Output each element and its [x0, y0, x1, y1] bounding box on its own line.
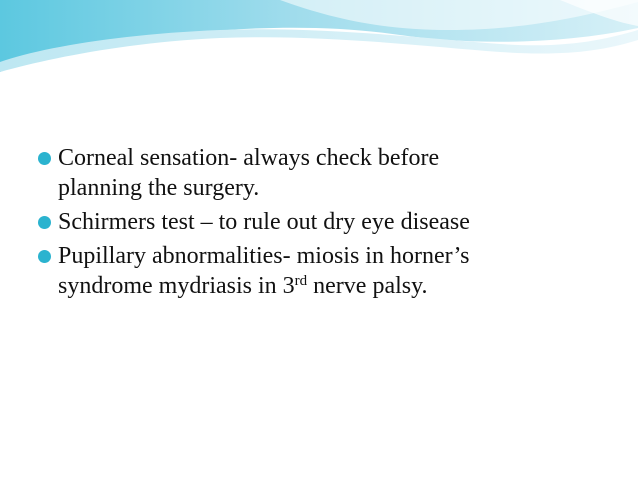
bullet-text-line: Corneal sensation- always check before	[58, 145, 440, 171]
bullet-dot-icon	[38, 152, 51, 165]
bullet-dot-icon	[38, 250, 51, 263]
bullet-text-line: syndrome mydriasis in 3	[58, 273, 295, 299]
bullet-text-line: planning the surgery.	[58, 175, 260, 201]
superscript-text: rd	[294, 273, 308, 289]
bullet-item-corneal-sensation	[38, 143, 608, 203]
bullet-list	[38, 143, 608, 305]
bullet-text-line: Pupillary abnormalities- miosis in horner’s	[58, 243, 470, 269]
bullet-item-schirmers-test	[38, 207, 608, 237]
bullet-text-line: nerve palsy.	[307, 273, 428, 299]
header-wave-decoration	[0, 0, 638, 80]
bullet-item-pupillary-abnormalities	[38, 241, 608, 301]
bullet-dot-icon	[38, 216, 51, 229]
bullet-text-line: Schirmers test – to rule out dry eye disease	[58, 209, 470, 235]
